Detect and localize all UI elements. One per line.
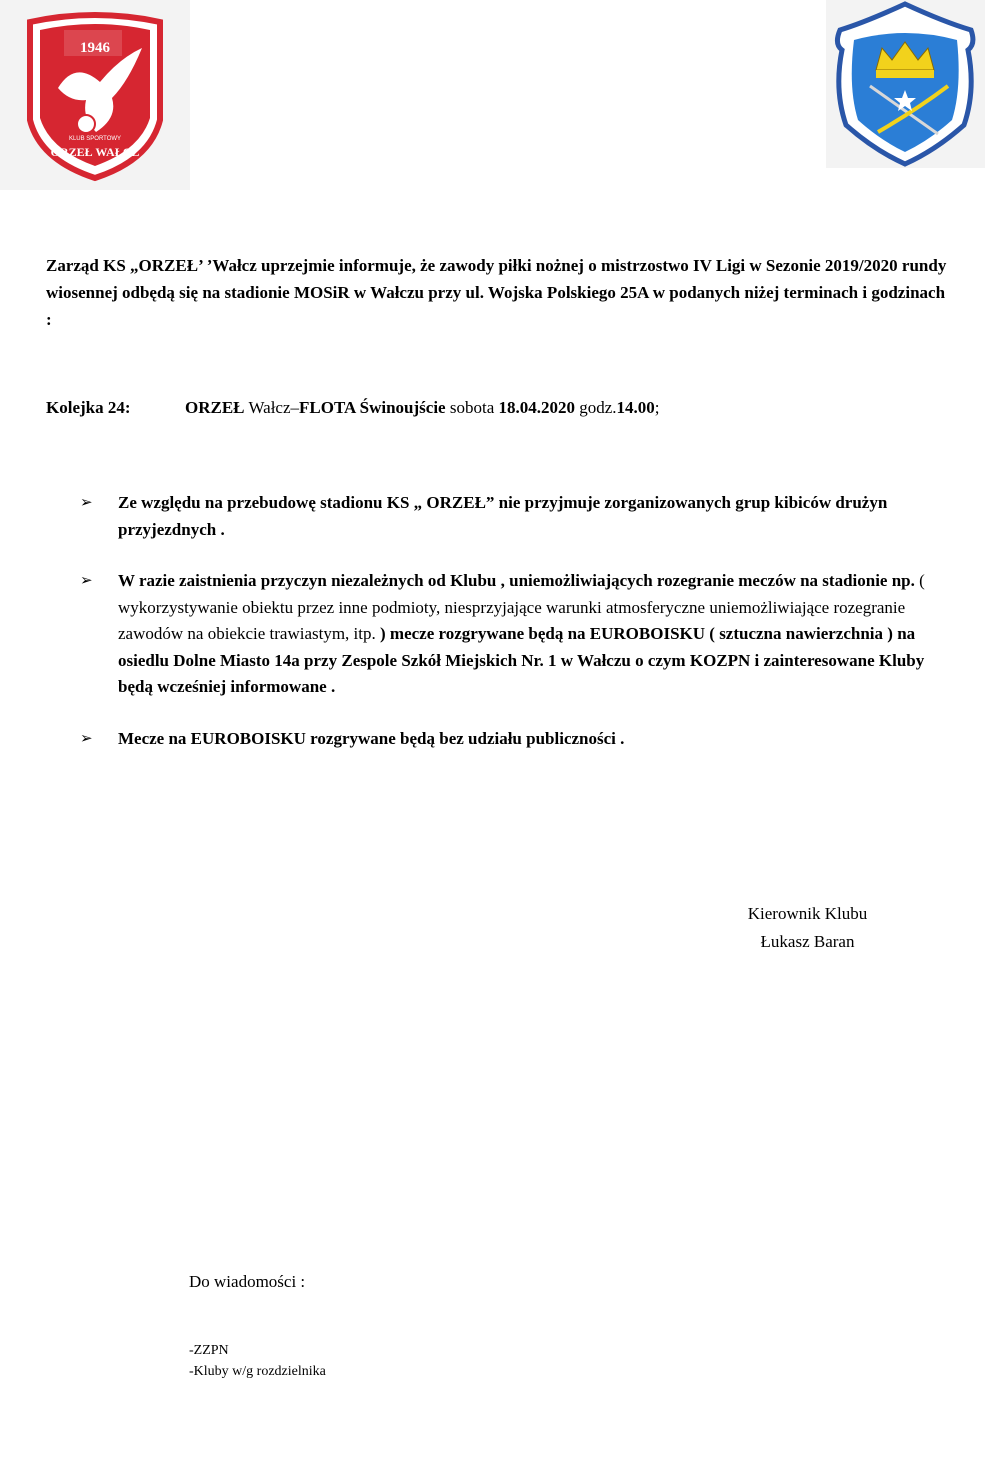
recipient-item: -ZZPN — [189, 1343, 229, 1358]
home-city: Wałcz– — [244, 398, 300, 417]
bullet-text: Ze względu na przebudowę stadionu KS „ ORZEŁ” nie przyjmuje zorganizowanych grup kibiców drużyn przyjezdnych . — [118, 493, 888, 539]
notice-list — [80, 490, 960, 777]
orzel-walcz-crest-icon — [0, 0, 190, 190]
signature-name: Łukasz Baran — [760, 932, 855, 951]
list-item — [80, 726, 960, 753]
bullet-text — [118, 568, 960, 701]
signature-title: Kierownik Klubu — [747, 904, 868, 923]
svg-text:KLUB SPORTOWY: KLUB SPORTOWY — [68, 136, 122, 142]
bullet-bold-part: ) mecze rozgrywane będą na EUROBOISKU ( sztuczna nawierzchnia ) na osiedlu Dolne Miasto 14a przy Zespole Szkół Miejskich Nr. 1 w Wałczu o czym KOZPN i zainteresowane Kluby będą wcześniej informowane . — [118, 624, 925, 696]
time-prefix: godz. — [575, 398, 617, 417]
walcz-coat-of-arms-icon — [826, 0, 985, 168]
arrow-bullet-icon: ➢ — [80, 730, 93, 747]
list-item — [80, 490, 960, 543]
round-label: Kolejka 24: — [46, 398, 131, 417]
fixture-suffix: ; — [654, 398, 660, 417]
svg-text:1946: 1946 — [80, 40, 110, 56]
intro-paragraph: Zarząd KS „ORZEŁ’ ’Wałcz uprzejmie informuje, że zawody piłki nożnej o mistrzostwo IV Ligi w Sezonie 2019/2020 rundy wiosennej odbędą się na stadionie MOSiR w Wałczu przy ul. Wojska Polskiego 25A w podanych niżej terminach i godzinach : — [46, 256, 947, 329]
match-date: 18.04.2020 — [498, 398, 575, 417]
list-item — [80, 568, 960, 701]
match-time: 14.00 — [616, 398, 655, 417]
match-day: sobota — [445, 398, 499, 417]
recipient-list — [189, 1340, 326, 1382]
fixture-line — [46, 398, 660, 418]
arrow-bullet-icon: ➢ — [80, 573, 93, 589]
distribution-heading: Do wiadomości : — [189, 1272, 306, 1291]
signature-block — [720, 900, 895, 956]
bullet-normal-part: ( wykorzystywanie obiektu przez inne podmioty, niesprzyjające warunki atmosferyczne uniemożliwiające rozegranie zawodów na obiekcie trawiastym, itp. — [118, 571, 925, 643]
home-team: ORZEŁ — [185, 398, 245, 417]
svg-text:ORZEŁ WAŁCZ: ORZEŁ WAŁCZ — [50, 145, 140, 159]
club-logo — [0, 0, 190, 190]
city-crest — [826, 0, 985, 168]
arrow-bullet-icon: ➢ — [80, 495, 93, 511]
bullet-bold-part: W razie zaistnienia przyczyn niezależnych od Klubu , uniemożliwiających rozegranie meczów na stadionie np. — [118, 571, 915, 590]
bullet-text: Mecze na EUROBOISKU rozgrywane będą bez udziału publiczności . — [118, 728, 625, 748]
away-team: FLOTA Świnoujście — [299, 398, 446, 417]
recipient-item: -Kluby w/g rozdzielnika — [189, 1364, 326, 1379]
